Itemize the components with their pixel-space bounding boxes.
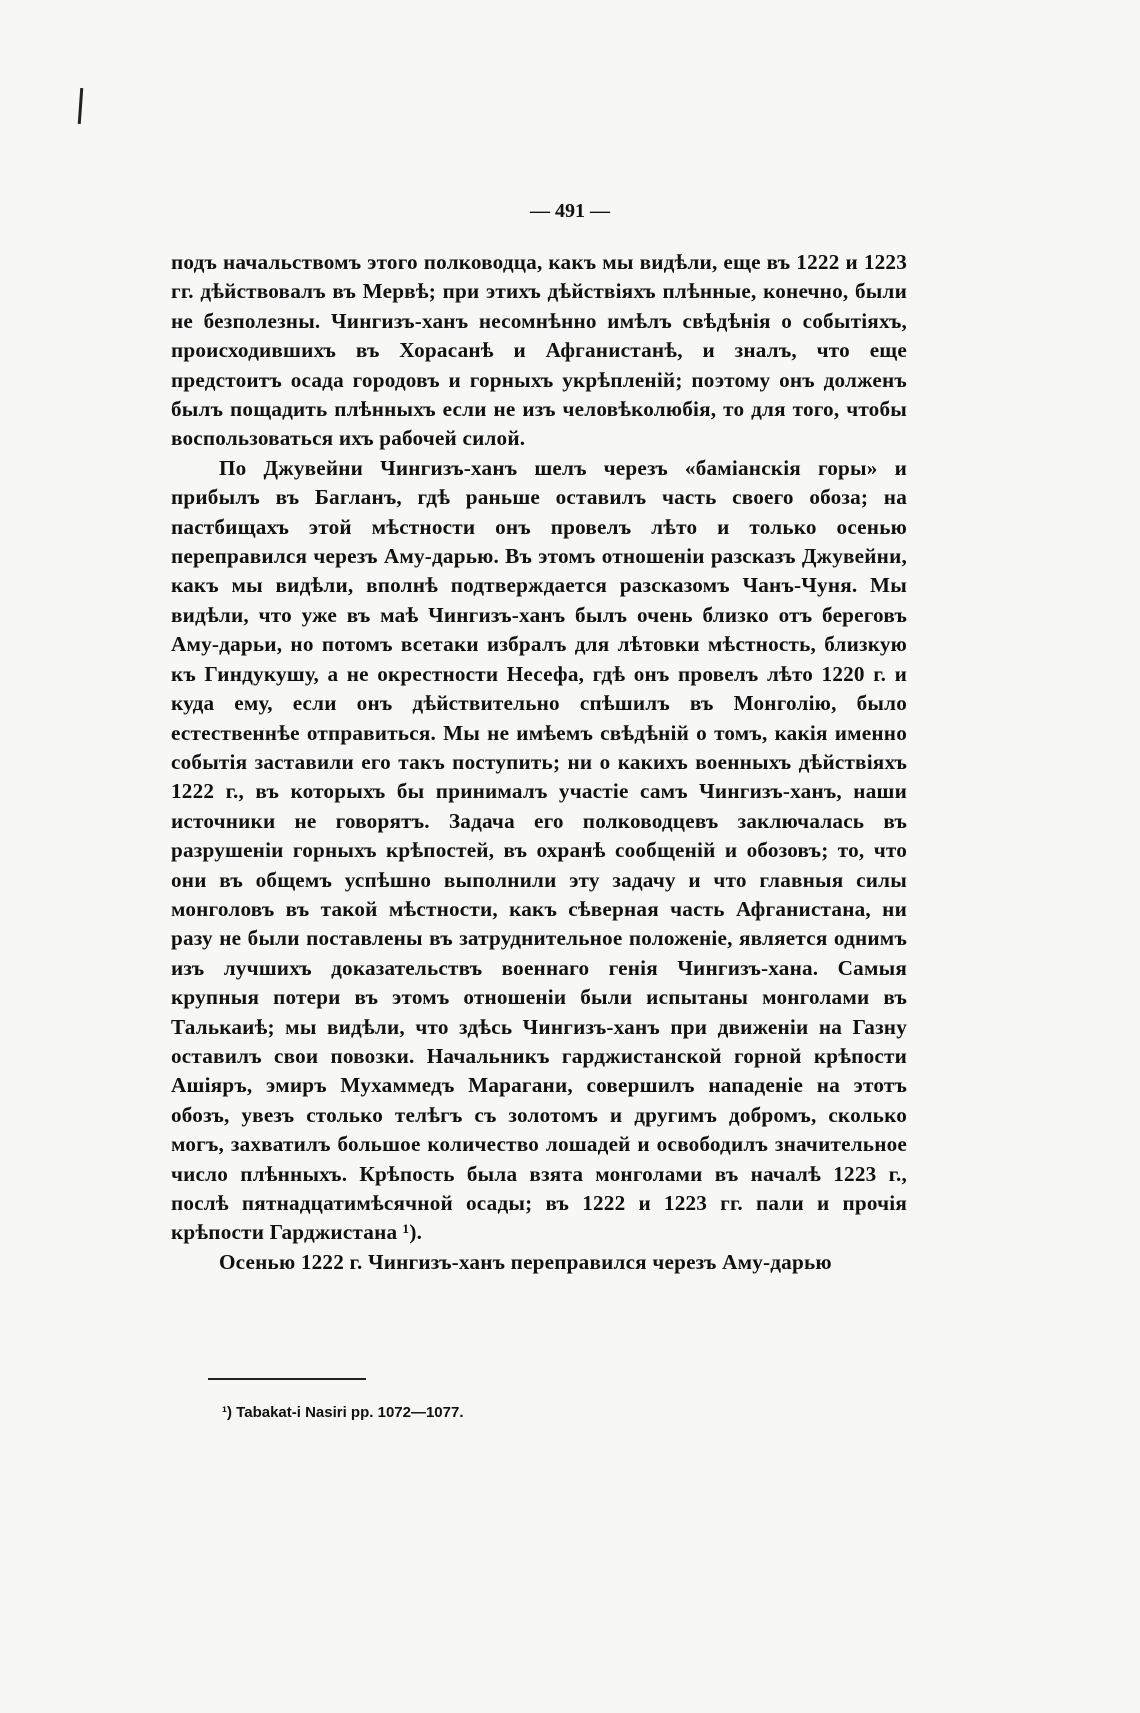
body-text	[171, 248, 907, 1277]
footnote-text: Tabakat-i Nasiri pp. 1072—1077.	[236, 1404, 464, 1421]
footnote	[222, 1404, 464, 1421]
scan-mark	[78, 88, 84, 124]
page-number: — 491 —	[530, 200, 610, 222]
footnote-divider	[208, 1378, 366, 1380]
paragraph-3: Осенью 1222 г. Чингизъ-ханъ переправился черезъ Аму-дарью	[219, 1249, 832, 1274]
paragraph-1: подъ начальствомъ этого полководца, какъ мы видѣли, еще въ 1222 и 1223 гг. дѣйствовалъ въ Мервѣ; при этихъ дѣйствіяхъ плѣнные, конечно, были не безполезны. Чингизъ-ханъ несомнѣнно имѣлъ свѣдѣнія о событіяхъ, происходившихъ въ Хорасанѣ и Афганистанѣ, и зналъ, что еще предстоитъ осада городовъ и горныхъ укрѣпленій; поэтому онъ долженъ былъ пощадить плѣнныхъ если не изъ человѣколюбія, то для того, чтобы воспользоваться ихъ рабочей силой.	[171, 250, 907, 451]
footnote-marker: ¹)	[222, 1404, 232, 1421]
paragraph-2: По Джувейни Чингизъ-ханъ шелъ черезъ «баміанскія горы» и прибылъ въ Багланъ, гдѣ раньше оставилъ часть своего обоза; на пастбищахъ этой мѣстности онъ провелъ лѣто и только осенью переправился черезъ Аму-дарью. Въ этомъ отношеніи разсказъ Джувейни, какъ мы видѣли, вполнѣ подтверждается разсказомъ Чанъ-Чуня. Мы видѣли, что уже въ маѣ Чингизъ-ханъ былъ очень близко отъ береговъ Аму-дарьи, но потомъ всетаки избралъ для лѣтовки мѣстность, близкую къ Гиндукушу, а не окрестности Несефа, гдѣ онъ провелъ лѣто 1220 г. и куда ему, если онъ дѣйствительно спѣшилъ въ Монголію, было естественнѣе отправиться. Мы не имѣемъ свѣдѣній о томъ, какія именно событія заставили его такъ поступить; ни о какихъ военныхъ дѣйствіяхъ 1222 г., въ которыхъ бы принималъ участіе самъ Чингизъ-ханъ, наши источники не говорятъ. Задача его полководцевъ заключалась въ разрушеніи горныхъ крѣпостей, въ охранѣ сообщеній и обозовъ; то, что они въ общемъ успѣшно выполнили эту задачу и что главныя силы монголовъ въ такой мѣстности, какъ сѣверная часть Афганистана, ни разу не были поставлены въ затруднительное положеніе, является однимъ изъ лучшихъ доказательствъ военнаго генія Чингизъ-хана. Самыя крупныя потери въ этомъ отношеніи были испытаны монголами въ Талькаиѣ; мы видѣли, что здѣсь Чингизъ-ханъ при движеніи на Газну оставилъ свои повозки. Начальникъ гарджистанской горной крѣпости Ашіяръ, эмиръ Мухаммедъ Марагани, совершилъ нападеніе на этотъ обозъ, увезъ столько телѣгъ съ золотомъ и другимъ добромъ, сколько могъ, захватилъ большое количество лошадей и освободилъ значительное число плѣнныхъ. Крѣпость была взята монголами въ началѣ 1223 г., послѣ пятнадцатимѣсячной осады; въ 1222 и 1223 гг. пали и прочія крѣпости Гарджистана ¹).	[171, 455, 907, 1245]
